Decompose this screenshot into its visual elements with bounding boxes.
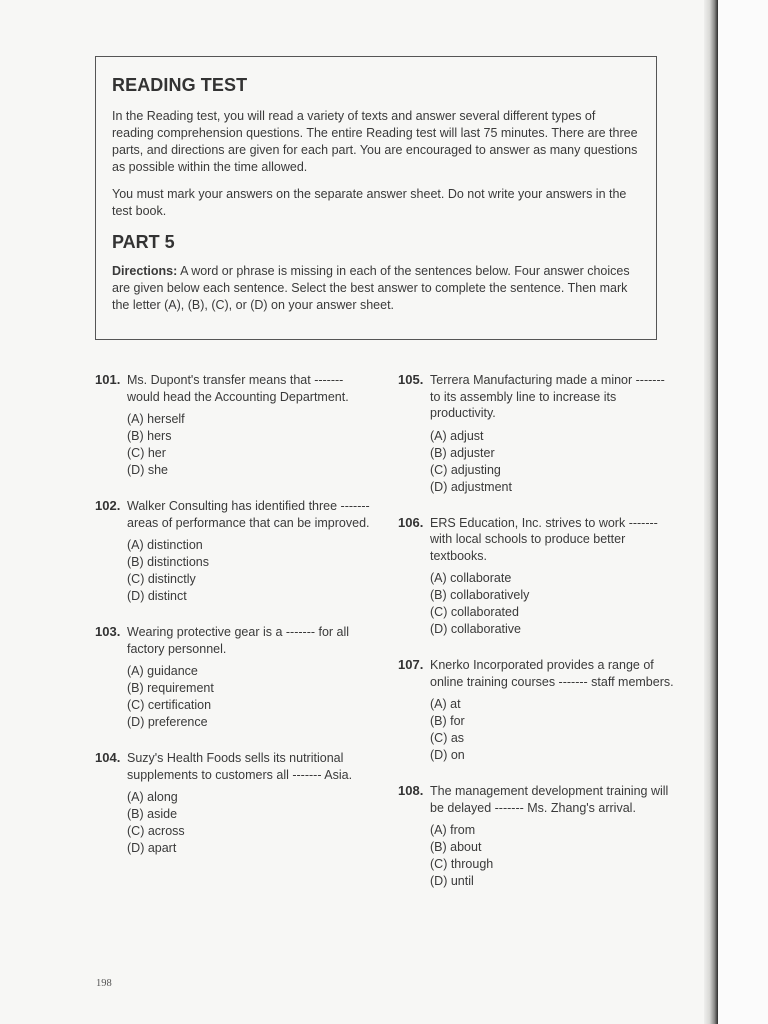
scan-margin	[718, 0, 768, 1024]
question-stem: Suzy's Health Foods sells its nutritional supplements to customers all ------- Asia.	[127, 751, 353, 782]
question-104	[95, 750, 375, 857]
option-a: (A) along	[127, 790, 178, 804]
option-b: (B) about	[430, 840, 482, 854]
option-b: (B) hers	[127, 429, 172, 443]
option-c: (C) distinctly	[127, 572, 196, 586]
option-b: (B) distinctions	[127, 555, 209, 569]
option-c: (C) across	[127, 824, 185, 838]
option-b: (B) for	[430, 714, 465, 728]
question-number: 104.	[95, 750, 121, 765]
part-title: PART 5	[112, 232, 175, 252]
question-number: 108.	[398, 783, 424, 798]
option-a: (A) herself	[127, 412, 185, 426]
question-102	[95, 498, 375, 605]
option-b: (B) collaboratively	[430, 588, 530, 602]
question-number: 101.	[95, 372, 121, 387]
option-c: (C) certification	[127, 698, 212, 712]
question-101	[95, 372, 375, 479]
option-a: (A) at	[430, 697, 461, 711]
option-c: (C) as	[430, 731, 465, 745]
question-103	[95, 624, 375, 731]
question-stem: Walker Consulting has identified three ------- areas of performance that can be improved.	[127, 499, 370, 530]
option-d: (D) preference	[127, 715, 208, 729]
option-d: (D) she	[127, 463, 168, 477]
directions-text: A word or phrase is missing in each of the sentences below. Four answer choices are given below each sentence. Select the best answer to complete the sentence. Then mark the letter (A), (B), (C), or (D) on your answer sheet.	[112, 264, 630, 312]
question-number: 107.	[398, 657, 424, 672]
question-number: 105.	[398, 372, 424, 387]
option-a: (A) adjust	[430, 428, 484, 443]
question-105	[398, 372, 678, 496]
intro-paragraph-1: In the Reading test, you will read a variety of texts and answer several different types of reading comprehension questions. The entire Reading test will last 75 minutes. There are three parts, and directions are given for each part. You are encouraged to answer as many questions as possible within the time allowed.	[112, 109, 638, 174]
book-spine-shadow	[704, 0, 718, 1024]
intro-paragraph-2: You must mark your answers on the separate answer sheet. Do not write your answers in the test book.	[112, 187, 627, 218]
question-stem: The management development training will be delayed ------- Ms. Zhang's arrival.	[430, 784, 669, 815]
section-title: READING TEST	[112, 75, 248, 95]
directions-label: Directions:	[112, 264, 178, 278]
option-d: (D) until	[430, 874, 474, 888]
question-number: 103.	[95, 624, 121, 639]
question-stem: Ms. Dupont's transfer means that ------- would head the Accounting Department.	[127, 373, 349, 404]
option-c: (C) collaborated	[430, 605, 519, 619]
questions-left-column	[95, 372, 375, 876]
option-d: (D) apart	[127, 841, 177, 855]
option-b: (B) adjuster	[430, 445, 495, 460]
directions	[112, 263, 640, 314]
question-stem: ERS Education, Inc. strives to work ------- with local schools to produce better textbooks.	[430, 515, 658, 563]
option-c: (C) through	[430, 857, 494, 871]
question-107	[398, 657, 678, 764]
question-stem: Wearing protective gear is a ------- for all factory personnel.	[127, 625, 350, 656]
option-b: (B) aside	[127, 807, 178, 821]
questions-right-column	[398, 372, 678, 909]
question-number: 106.	[398, 514, 424, 530]
option-a: (A) from	[430, 823, 476, 837]
option-b: (B) requirement	[127, 681, 214, 695]
question-stem: Terrera Manufacturing made a minor ------- to its assembly line to increase its productivity.	[430, 373, 665, 420]
option-c: (C) adjusting	[430, 462, 501, 477]
option-d: (D) distinct	[127, 589, 187, 603]
question-number: 102.	[95, 498, 121, 513]
option-c: (C) her	[127, 446, 166, 460]
option-a: (A) collaborate	[430, 571, 512, 585]
option-d: (D) on	[430, 748, 465, 762]
question-stem: Knerko Incorporated provides a range of online training courses ------- staff members.	[430, 658, 674, 689]
page-number: 198	[96, 978, 112, 989]
option-d: (D) collaborative	[430, 622, 522, 636]
option-a: (A) distinction	[127, 538, 203, 552]
question-108	[398, 783, 678, 890]
instructions-box	[95, 56, 657, 340]
option-a: (A) guidance	[127, 664, 198, 678]
option-d: (D) adjustment	[430, 479, 512, 494]
question-106	[398, 515, 678, 639]
